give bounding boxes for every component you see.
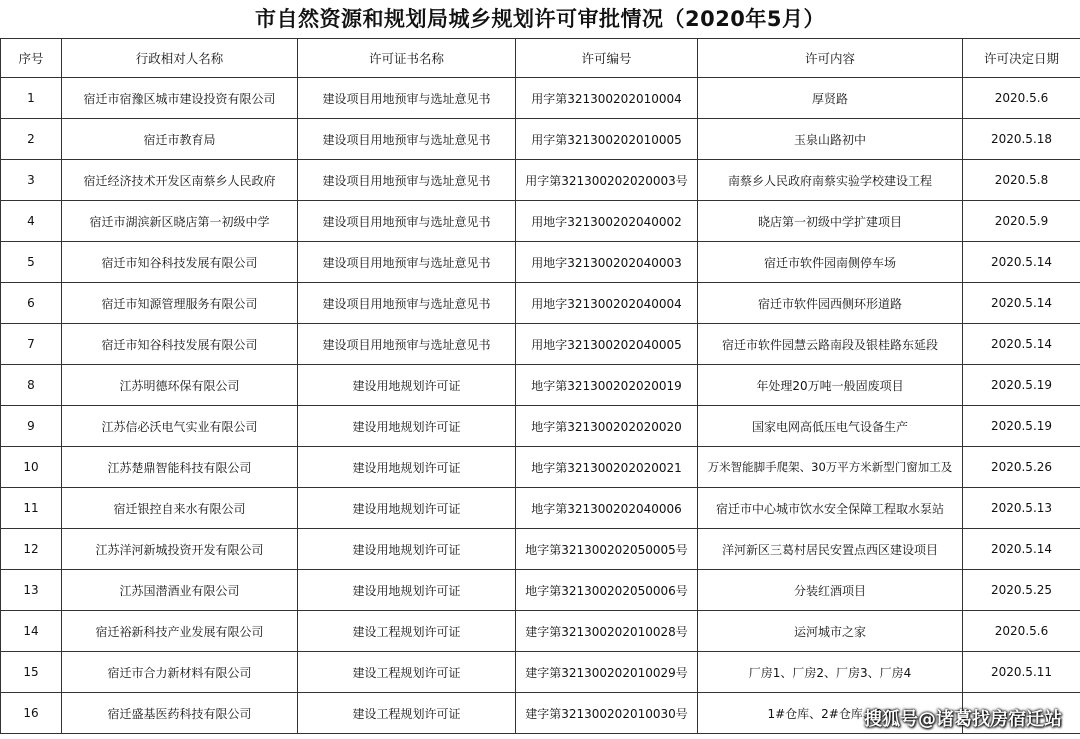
table-row	[1, 488, 1080, 529]
cell-index: 10	[1, 447, 62, 488]
cell-index: 12	[1, 529, 62, 570]
cell-date: 2020.5.26	[963, 447, 1080, 488]
table-row	[1, 406, 1080, 447]
cell-license-name: 建设项目用地预审与选址意见书	[298, 201, 516, 242]
cell-date: 2020.5.14	[963, 529, 1080, 570]
cell-license-name: 建设项目用地预审与选址意见书	[298, 242, 516, 283]
cell-license-no: 建字第321300202010030号	[516, 693, 698, 734]
cell-applicant: 江苏国潜酒业有限公司	[62, 570, 298, 611]
cell-applicant: 宿迁盛基医药科技有限公司	[62, 693, 298, 734]
cell-license-no: 地字第321300202020020	[516, 406, 698, 447]
watermark: 搜狐号@诸葛找房宿迁站	[864, 709, 1062, 730]
cell-license-no: 建字第321300202010029号	[516, 652, 698, 693]
cell-content: 晓店第一初级中学扩建项目	[698, 201, 963, 242]
cell-license-no: 地字第321300202040006	[516, 488, 698, 529]
table-row	[1, 570, 1080, 611]
cell-license-name: 建设用地规划许可证	[298, 447, 516, 488]
cell-date: 2020.5.18	[963, 119, 1080, 160]
cell-license-name: 建设项目用地预审与选址意见书	[298, 283, 516, 324]
cell-license-no: 用地字321300202040002	[516, 201, 698, 242]
cell-date: 2020.5.6	[963, 78, 1080, 119]
cell-index: 8	[1, 365, 62, 406]
cell-content: 宿迁市软件园西侧环形道路	[698, 283, 963, 324]
cell-index: 3	[1, 160, 62, 201]
cell-license-name: 建设用地规划许可证	[298, 365, 516, 406]
cell-date: 2020.5.14	[963, 324, 1080, 365]
cell-applicant: 江苏洋河新城投资开发有限公司	[62, 529, 298, 570]
header-content: 许可内容	[698, 39, 963, 78]
table-row	[1, 324, 1080, 365]
cell-date: 2020.5.8	[963, 160, 1080, 201]
cell-date: 2020.5.14	[963, 242, 1080, 283]
cell-license-no: 地字第321300202050006号	[516, 570, 698, 611]
cell-date: 2020.5.13	[963, 488, 1080, 529]
table-row	[1, 447, 1080, 488]
cell-index: 16	[1, 693, 62, 734]
cell-date: 2020.5.9	[963, 201, 1080, 242]
page-title: 市自然资源和规划局城乡规划许可审批情况（2020年5月）	[254, 7, 826, 31]
cell-index: 6	[1, 283, 62, 324]
cell-date: 2020.5.19	[963, 365, 1080, 406]
cell-license-no: 用地字321300202040004	[516, 283, 698, 324]
cell-license-name: 建设工程规划许可证	[298, 693, 516, 734]
cell-content: 宿迁市软件园慧云路南段及银桂路东延段	[698, 324, 963, 365]
cell-content: 年处理20万吨一般固废项目	[698, 365, 963, 406]
cell-applicant: 宿迁市宿豫区城市建设投资有限公司	[62, 78, 298, 119]
cell-content: 宿迁市中心城市饮水安全保障工程取水泵站	[698, 488, 963, 529]
cell-license-name: 建设用地规划许可证	[298, 406, 516, 447]
cell-content: 分装红酒项目	[698, 570, 963, 611]
approval-table	[0, 38, 1080, 734]
header-license-no: 许可编号	[516, 39, 698, 78]
cell-index: 5	[1, 242, 62, 283]
table-row	[1, 78, 1080, 119]
cell-license-name: 建设用地规划许可证	[298, 529, 516, 570]
cell-applicant: 宿迁市知谷科技发展有限公司	[62, 324, 298, 365]
header-index: 序号	[1, 39, 62, 78]
cell-content: 南蔡乡人民政府南蔡实验学校建设工程	[698, 160, 963, 201]
cell-date: 2020.5.14	[963, 283, 1080, 324]
cell-content: 厚贤路	[698, 78, 963, 119]
cell-license-no: 地字第321300202020021	[516, 447, 698, 488]
cell-content: 厂房1、厂房2、厂房3、厂房4	[698, 652, 963, 693]
cell-date: 2020.5.25	[963, 570, 1080, 611]
table-row	[1, 283, 1080, 324]
cell-content: 1#仓库、2#仓库、3#	[698, 693, 963, 734]
cell-applicant: 宿迁市知谷科技发展有限公司	[62, 242, 298, 283]
cell-applicant: 宿迁经济技术开发区南蔡乡人民政府	[62, 160, 298, 201]
cell-license-name: 建设用地规划许可证	[298, 570, 516, 611]
cell-applicant: 宿迁市教育局	[62, 119, 298, 160]
cell-license-no: 用字第321300202020003号	[516, 160, 698, 201]
cell-license-no: 用字第321300202010004	[516, 78, 698, 119]
cell-index: 2	[1, 119, 62, 160]
table-row	[1, 201, 1080, 242]
table-row	[1, 119, 1080, 160]
cell-license-no: 用字第321300202010005	[516, 119, 698, 160]
cell-content: 宿迁市软件园南侧停车场	[698, 242, 963, 283]
cell-applicant: 江苏楚鼎智能科技有限公司	[62, 447, 298, 488]
cell-license-no: 用地字321300202040005	[516, 324, 698, 365]
cell-index: 7	[1, 324, 62, 365]
table-row	[1, 160, 1080, 201]
table-row	[1, 529, 1080, 570]
table-header-row	[1, 39, 1080, 78]
cell-license-name: 建设项目用地预审与选址意见书	[298, 324, 516, 365]
cell-applicant: 宿迁市合力新材料有限公司	[62, 652, 298, 693]
cell-index: 15	[1, 652, 62, 693]
table-row	[1, 242, 1080, 283]
header-applicant: 行政相对人名称	[62, 39, 298, 78]
cell-date: 2020.5.6	[963, 611, 1080, 652]
cell-applicant: 江苏明德环保有限公司	[62, 365, 298, 406]
cell-license-no: 地字第321300202050005号	[516, 529, 698, 570]
cell-license-no: 用地字321300202040003	[516, 242, 698, 283]
cell-license-name: 建设项目用地预审与选址意见书	[298, 78, 516, 119]
cell-license-name: 建设用地规划许可证	[298, 488, 516, 529]
cell-applicant: 宿迁银控自来水有限公司	[62, 488, 298, 529]
header-license-name: 许可证书名称	[298, 39, 516, 78]
cell-license-name: 建设项目用地预审与选址意见书	[298, 119, 516, 160]
cell-license-name: 建设工程规划许可证	[298, 611, 516, 652]
cell-content: 玉泉山路初中	[698, 119, 963, 160]
cell-content: 万米智能脚手爬架、30万平方米新型门窗加工及	[698, 447, 963, 488]
cell-date: 2020.5.19	[963, 406, 1080, 447]
table-row	[1, 365, 1080, 406]
cell-applicant: 江苏信必沃电气实业有限公司	[62, 406, 298, 447]
cell-content: 洋河新区三葛村居民安置点西区建设项目	[698, 529, 963, 570]
cell-index: 4	[1, 201, 62, 242]
cell-index: 1	[1, 78, 62, 119]
cell-index: 13	[1, 570, 62, 611]
cell-license-no: 建字第321300202010028号	[516, 611, 698, 652]
cell-date: 2020.5.11	[963, 652, 1080, 693]
cell-applicant: 宿迁市湖滨新区晓店第一初级中学	[62, 201, 298, 242]
cell-applicant: 宿迁市知源管理服务有限公司	[62, 283, 298, 324]
cell-index: 9	[1, 406, 62, 447]
header-date: 许可决定日期	[963, 39, 1080, 78]
cell-license-no: 地字第321300202020019	[516, 365, 698, 406]
table-row	[1, 611, 1080, 652]
cell-applicant: 宿迁裕新科技产业发展有限公司	[62, 611, 298, 652]
table-row	[1, 652, 1080, 693]
cell-content: 运河城市之家	[698, 611, 963, 652]
cell-index: 11	[1, 488, 62, 529]
cell-license-name: 建设项目用地预审与选址意见书	[298, 160, 516, 201]
cell-license-name: 建设工程规划许可证	[298, 652, 516, 693]
cell-index: 14	[1, 611, 62, 652]
cell-content: 国家电网高低压电气设备生产	[698, 406, 963, 447]
